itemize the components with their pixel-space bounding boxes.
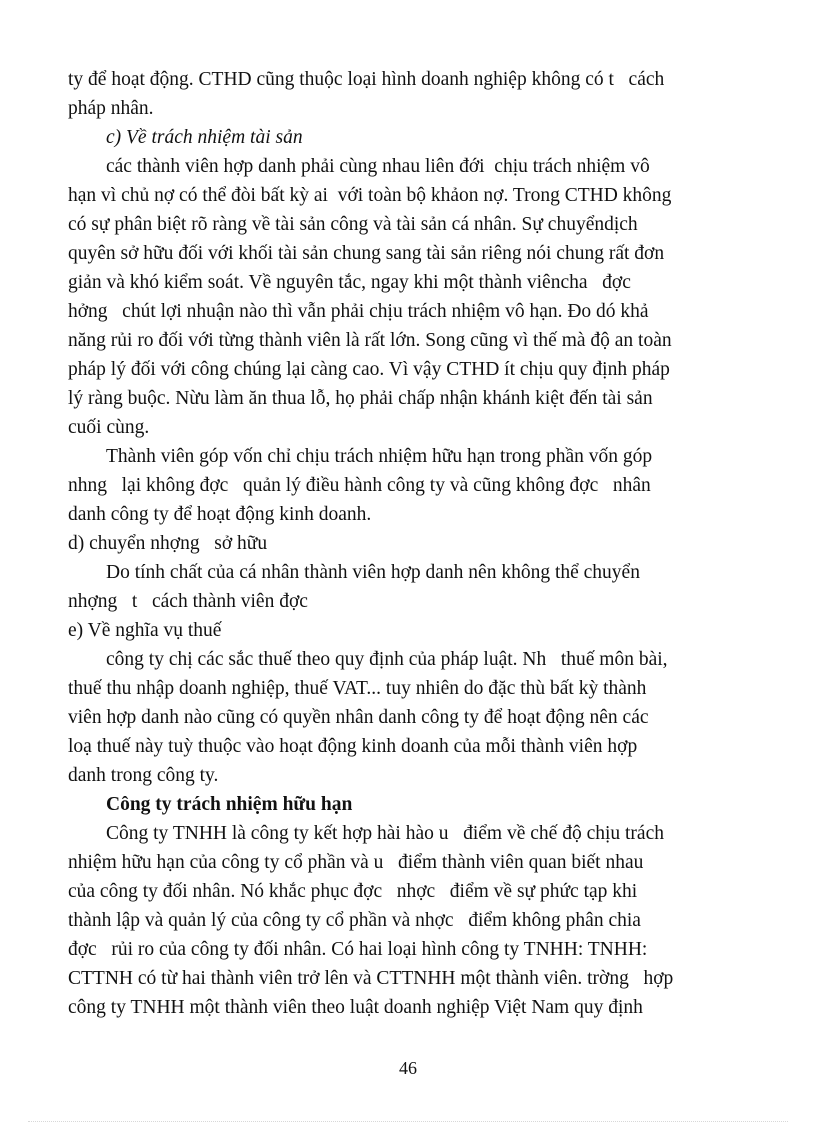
body-text-line: công ty chị các sắc thuế theo quy định của pháp luật. Nh thuế môn bài, <box>106 649 668 670</box>
body-text-line: nhng lại không đợc quản lý điều hành công ty và cũng không đợc nhân <box>68 475 651 496</box>
body-text-line: các thành viên hợp danh phải cùng nhau liên đới chịu trách nhiệm vô <box>106 156 650 177</box>
body-text-line: có sự phân biệt rõ ràng về tài sản công và tài sản cá nhân. Sự chuyểndịch <box>68 214 638 235</box>
body-text-line: thành lập và quản lý của công ty cổ phần và nhợc điểm không phân chia <box>68 910 641 931</box>
body-text-line: của công ty đối nhân. Nó khắc phục đợc nhợc điểm về sự phức tạp khi <box>68 881 638 902</box>
body-text-line: pháp lý đối với công chúng lại càng cao. Vì vậy CTHD ít chịu quy định pháp <box>68 359 670 380</box>
body-text-line: thuế thu nhập doanh nghiệp, thuế VAT... tuy nhiên do đặc thù bất kỳ thành <box>68 678 647 699</box>
body-text-line: danh trong công ty. <box>68 765 219 786</box>
body-text-line: danh công ty để hoạt động kinh doanh. <box>68 504 372 525</box>
body-text-line: CTTNH có từ hai thành viên trở lên và CTTNHH một thành viên. trờng hợp <box>68 968 674 989</box>
body-text-line: Thành viên góp vốn chỉ chịu trách nhiệm hữu hạn trong phần vốn góp <box>106 446 653 467</box>
body-text-line: giản và khó kiểm soát. Về nguyên tắc, ngay khi một thành viêncha đợc <box>68 272 631 293</box>
body-text-line: nhợng t cách thành viên đợc <box>68 591 308 612</box>
body-text-line: cuối cùng. <box>68 417 150 438</box>
body-text-line: viên hợp danh nào cũng có quyền nhân danh công ty để hoạt động nên các <box>68 707 649 728</box>
body-text-line: ty để hoạt động. CTHD cũng thuộc loại hình doanh nghiệp không có t cách <box>68 69 665 90</box>
body-text-line: loạ thuế này tuỳ thuộc vào hoạt động kinh doanh của mỗi thành viên hợp <box>68 736 638 757</box>
subsection-heading: d) chuyển nhợng sở hữu <box>68 533 268 554</box>
body-text-line: hởng chút lợi nhuận nào thì vẫn phải chịu trách nhiệm vô hạn. Đo dó khả <box>68 301 649 322</box>
body-text-line: pháp nhân. <box>68 98 154 119</box>
body-text-line: công ty TNHH một thành viên theo luật doanh nghiệp Việt Nam quy định <box>68 997 643 1018</box>
body-text-line: đợc rủi ro của công ty đối nhân. Có hai loại hình công ty TNHH: TNHH: <box>68 939 648 960</box>
body-text-line: lý ràng buộc. Nừu làm ăn thua lỗ, họ phải chấp nhận khánh kiệt đến tài sản <box>68 388 653 409</box>
footer-divider <box>28 1121 788 1122</box>
body-text-line: năng rủi ro đối với từng thành viên là rất lớn. Song cũng vì thế mà độ an toàn <box>68 330 672 351</box>
page-number: 46 <box>399 1058 417 1078</box>
body-text-line: hạn vì chủ nợ có thể đòi bất kỳ ai với toàn bộ khảon nợ. Trong CTHD không <box>68 185 672 206</box>
body-text-line: Công ty TNHH là công ty kết hợp hài hào u điểm về chế độ chịu trách <box>106 823 664 844</box>
body-text-line: quyên sở hữu đối với khối tài sản chung sang tài sản riêng nói chung rất đơn <box>68 243 665 264</box>
subsection-heading: e) Về nghĩa vụ thuế <box>68 620 222 641</box>
section-heading: Công ty trách nhiệm hữu hạn <box>106 794 353 815</box>
body-text-line: Do tính chất của cá nhân thành viên hợp danh nên không thể chuyển <box>106 562 640 583</box>
subsection-heading: c) Về trách nhiệm tài sản <box>106 127 303 148</box>
body-text-line: nhiệm hữu hạn của công ty cổ phần và u điểm thành viên quan biết nhau <box>68 852 644 873</box>
